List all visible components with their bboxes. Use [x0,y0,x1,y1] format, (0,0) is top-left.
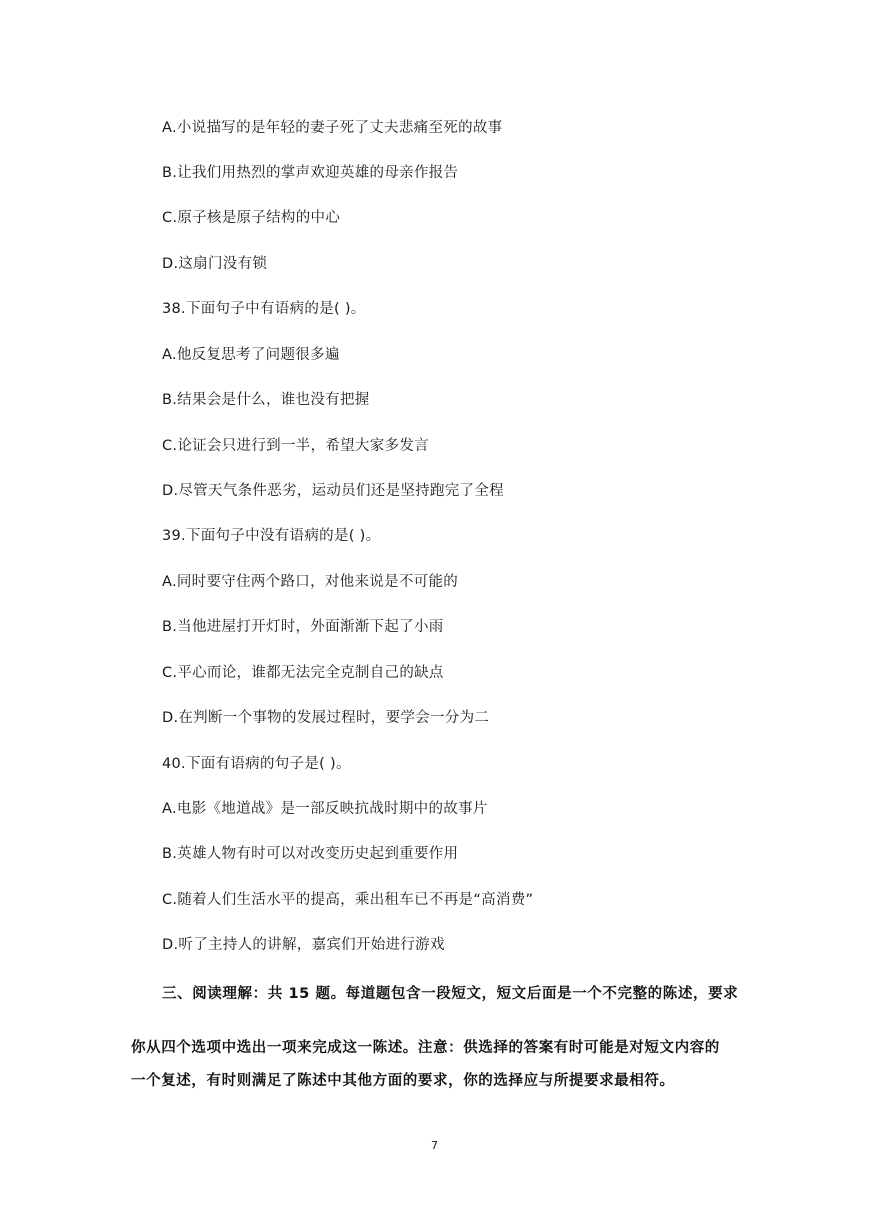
option-d: D.尽管天气条件恶劣，运动员们还是坚持跑完了全程 [162,483,504,499]
page-number: 7 [431,1139,438,1152]
question-40: 40.下面有语病的句子是( )。 [162,756,351,772]
option-b: B.结果会是什么，谁也没有把握 [162,392,370,408]
section-instructions: 一个复述，有时则满足了陈述中其他方面的要求，你的选择应与所提要求最相符。 [131,1073,675,1089]
option-a: A.他反复思考了问题很多遍 [162,347,340,363]
option-d: D.在判断一个事物的发展过程时，要学会一分为二 [162,710,490,726]
option-b: B.让我们用热烈的掌声欢迎英雄的母亲作报告 [162,165,459,181]
option-d: D.这扇门没有锁 [162,256,268,272]
option-c: C.随着人们生活水平的提高，乘出租车已不再是“高消费” [162,892,534,908]
option-c: C.原子核是原子结构的中心 [162,210,341,226]
option-c: C.平心而论，谁都无法完全克制自己的缺点 [162,665,444,681]
option-a: A.小说描写的是年轻的妻子死了丈夫悲痛至死的故事 [162,120,503,136]
option-b: B.英雄人物有时可以对改变历史起到重要作用 [162,846,459,862]
option-a: A.同时要守住两个路口，对他来说是不可能的 [162,574,459,590]
option-b: B.当他进屋打开灯时，外面渐渐下起了小雨 [162,619,444,635]
option-d: D.听了主持人的讲解，嘉宾们开始进行游戏 [162,937,445,953]
question-38: 38.下面句子中有语病的是( )。 [162,301,366,317]
question-39: 39.下面句子中没有语病的是( )。 [162,528,381,544]
option-a: A.电影《地道战》是一部反映抗战时期中的故事片 [162,801,488,817]
option-c: C.论证会只进行到一半，希望大家多发言 [162,438,429,454]
section-heading: 三、阅读理解：共 15 题。每道题包含一段短文，短文后面是一个不完整的陈述，要求 [162,986,739,1002]
section-instructions: 你从四个选项中选出一项来完成这一陈述。注意：供选择的答案有时可能是对短文内容的 [131,1040,720,1056]
